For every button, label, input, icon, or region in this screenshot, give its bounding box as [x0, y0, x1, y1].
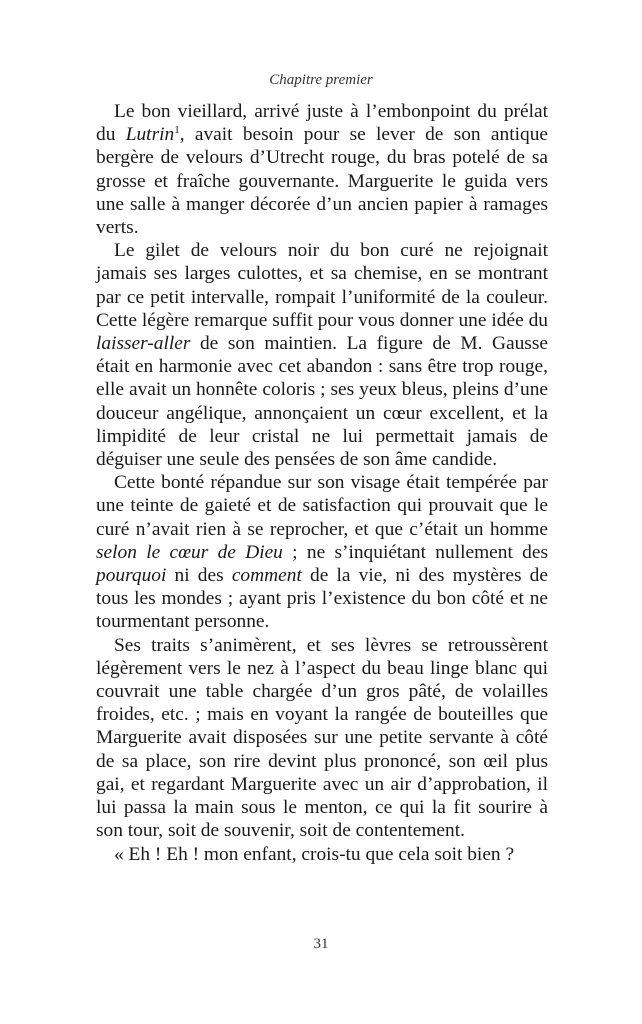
paragraph-3	[96, 471, 548, 633]
text-run: de son maintien. La figure de M. Gausse était en harmonie avec cet abandon : sans être trop rouge, elle avait un honnête coloris ; ses yeux bleus, pleins d’une douceur angélique, annonçaient un cœur excellent, et la limpidité de leur cristal ne lui permettait jamais de déguiser une seule des pensées de son âme candide.	[96, 333, 548, 471]
text-run: « Eh ! Eh ! mon enfant, crois-tu que cela soit bien ?	[114, 843, 515, 865]
text-run: , avait besoin pour se lever de son antique bergère de velours d’Utrecht rouge, du bras potelé de sa grosse et fraîche gouvernante. Marguerite le guida vers une salle à manger décorée d’un ancien papier à ramages verts.	[96, 124, 548, 239]
text-run: ; ne s’inquiétant nullement des	[282, 541, 548, 563]
paragraph-4	[96, 634, 548, 843]
text-run: Le gilet de velours noir du bon curé ne rejoignait jamais ses larges culottes, et sa chemise, en se montrant par ce petit intervalle, rompait l’uniformité de la couleur. Cette légère remarque suffit pour vous donner une idée du	[96, 240, 548, 331]
footnote-ref: 1	[174, 124, 180, 137]
text-run: Ses traits s’animèrent, et ses lèvres se retroussèrent légèrement vers le nez à l’aspect du beau linge blanc qui couvrait une table chargée d’un gros pâté, de volailles froides, etc. ; mais en voyant la rangée de bouteilles que Marguerite avait disposées sur une petite servante à côté de sa place, son rire devint plus prononcé, son œil plus gai, et regardant Marguerite avec un air d’approbation, il lui passa la main sous le menton, ce qui la fit sourire à son tour, soit de souvenir, soit de contentement.	[96, 634, 548, 842]
italic-text: selon le cœur de Dieu	[96, 541, 283, 563]
body-text	[96, 100, 548, 866]
italic-text: comment	[231, 565, 302, 587]
paragraph-5	[96, 843, 548, 866]
text-run: de la vie, ni des mystères de tous les mondes ; ayant pris l’existence du bon côté et ne tourmentant personne.	[96, 565, 548, 633]
text-run: ni des	[166, 565, 232, 587]
italic-text: pourquoi	[96, 565, 167, 587]
text-run: Le bon vieillard, arrivé juste à l’embonpoint du prélat du	[96, 101, 548, 146]
italic-text: laisser-aller	[96, 333, 191, 355]
italic-text: Lutrin	[125, 124, 175, 146]
paragraph-1	[96, 100, 548, 239]
text-run: Cette bonté répandue sur son visage était tempérée par une teinte de gaieté et de satisfaction qui prouvait que le curé n’avait rien à se reprocher, et que c’était un homme	[96, 472, 548, 540]
paragraph-2	[96, 239, 548, 471]
running-head: Chapitre premier	[269, 72, 373, 88]
page-number: 31	[313, 936, 329, 952]
